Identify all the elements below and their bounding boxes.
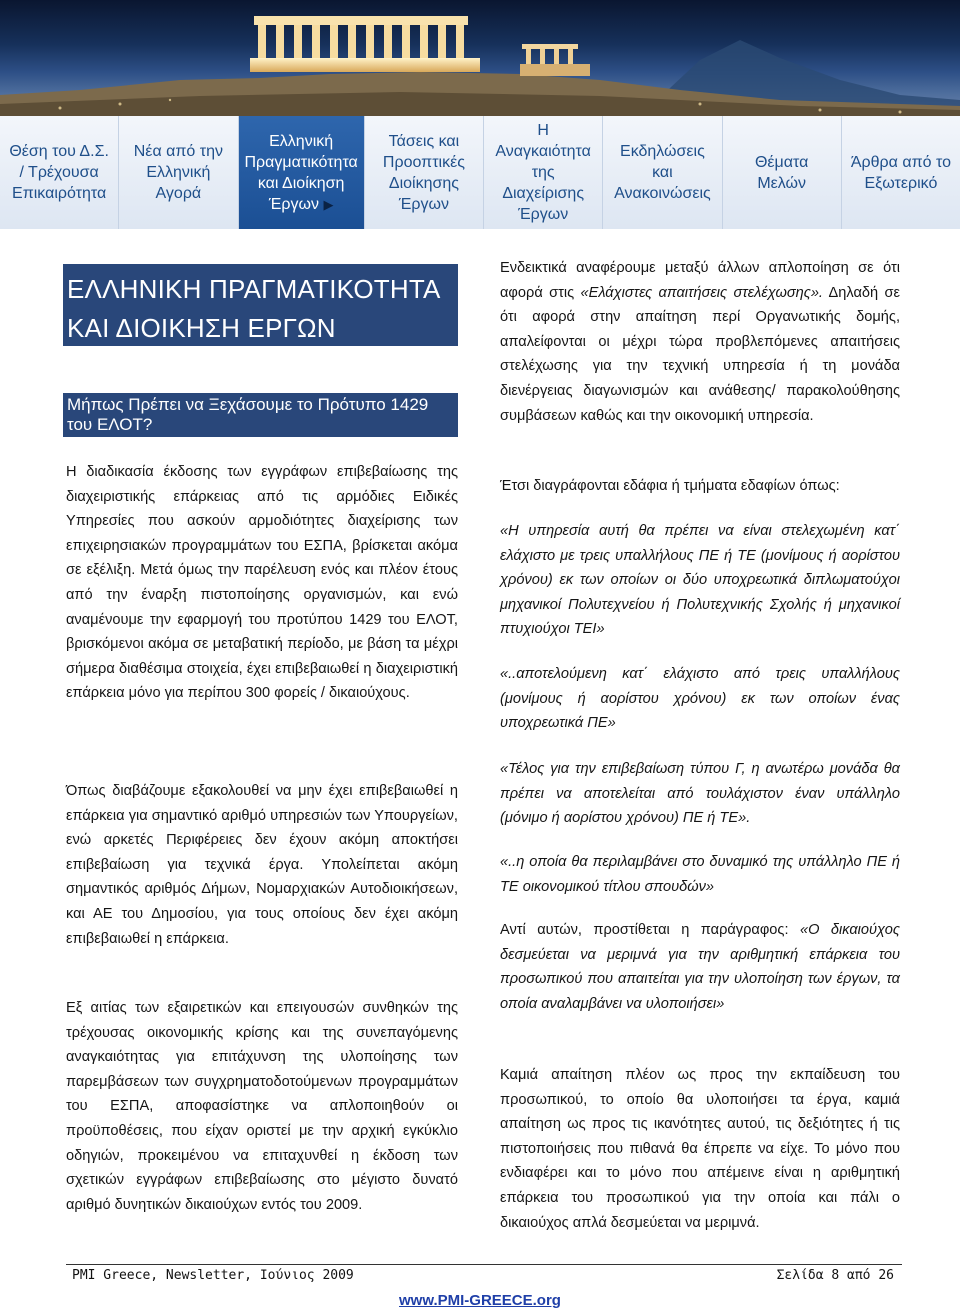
right-paragraph-1: Ενδεικτικά αναφέρουμε μεταξύ άλλων απλοποίηση σε ότι αφορά στις «Ελάχιστες απαιτήσεις στελέχωσης». Δηλαδή σε ότι αφορά στην απαίτηση περί Οργανωτικής δομής, απαλείφονται οι μέχρι τώρα προβλεπόμενες απαιτήσεις στελέχωσης για την τεχνική υπηρεσία ή τη μονάδα διενέργειας διαγωνισμών και ανάθεσης/ παρακολούθησης συμβάσεων καθώς και την οικονομική υπηρεσία.	[500, 260, 900, 424]
header-banner-image	[0, 0, 960, 116]
nav-item-trends[interactable]	[365, 116, 484, 229]
nav-item-label: Θέματα Μελών	[754, 153, 809, 192]
nav-item-label: Νέα από την Ελληνική Αγορά	[133, 143, 223, 202]
article-subtitle: Μήπως Πρέπει να Ξεχάσουμε το Πρότυπο 1429 του ΕΛΟΤ?	[63, 393, 458, 437]
section-title-line2: ΚΑΙ ΔΙΟΙΚΗΣΗ ΕΡΓΩΝ	[67, 313, 336, 343]
nav-item-greek-reality[interactable]	[239, 116, 365, 229]
footer-page-number: Σελίδα 8 από 26	[776, 1268, 894, 1283]
right-paragraph-3: Αντί αυτών, προστίθεται η παράγραφος: «Ο δικαιούχος δεσμεύεται να μεριμνά για την αριθμητική επάρκεια του προσωπικού που απαιτείται για την υλοποίηση των έργων, τα οποία αναλαμβάνει να υλοποιήσει»	[500, 922, 900, 1012]
nav-item-member-topics[interactable]	[723, 116, 842, 229]
nav-item-label: Η Αναγκαιότητα της Διαχείρισης Έργων	[495, 122, 591, 223]
left-paragraph-3: Εξ αιτίας των εξαιρετικών και επειγουσών συνθηκών της τρέχουσας οικονομικής κρίσης και της συνεπαγόμενης αναγκαιότητας για επιτάχυνση της υλοποίησης των παρεμβάσεων των συγχρηματοδοτούμενων προγραμμάτων του ΕΣΠΑ, αποφασίστηκε να απλοποιηθούν οι προϋποθέσεις, που είχαν οριστεί με την αρχική εγκύκλιο οδηγιών, προκειμένου να επιταχυνθεί η έκδοση των σχετικών εγγράφων επιβεβαίωσης στο μέγιστο δυνατό αριθμό δυνητικών δικαιούχων εντός του 2009.	[66, 1000, 458, 1213]
nav-item-events[interactable]	[603, 116, 722, 229]
nav-item-label: Εκδηλώσεις και Ανακοινώσεις	[614, 143, 711, 202]
section-title-line1: ΕΛΛΗΝΙΚΗ ΠΡΑΓΜΑΤΙΚΟΤΗΤΑ	[67, 274, 441, 304]
right-quote-4: «..η οποία θα περιλαμβάνει στο δυναμικό της υπάλληλο ΠΕ ή ΤΕ οικονομικού τίτλου σπουδών»	[500, 854, 900, 895]
nav-item-label: Άρθρα από το Εξωτερικό	[850, 153, 951, 192]
nav-item-label: Ελληνική Πραγματικότητα και Διοίκηση Έργων ▶	[244, 132, 358, 213]
left-paragraph-1: Η διαδικασία έκδοσης των εγγράφων επιβεβαίωσης της διαχειριστικής επάρκειας από τις αρμόδιες Ειδικές Υπηρεσίες που ασκούν αρμοδιότητες διαχείρισης των επιχειρησιακών προγραμμάτων του ΕΣΠΑ, βρίσκεται ακόμα σε εξέλιξη. Μετά όμως την παρέλευση ενός και πλέον έτους από την έναρξη πιστοποίησης οργανισμών, και ενώ αναμένουμε την εφαρμογή του προτύπου 1429 του ΕΛΟΤ, βρισκόμενοι ακόμα σε μεταβατική περίοδο, με βάση τα μέχρι σήμερα διαθέσιμα στοιχεία, έχει επιβεβαιωθεί η διαχειριστική επάρκεια μόνο για περίπου 300 φορείς / δικαιούχους.	[66, 464, 458, 702]
right-quote-2: «..αποτελούμενη κατ΄ ελάχιστο από τρεις υπαλλήλους (μονίμους ή αορίστου χρόνου) εκ των οποίων ένας υποχρεωτικά ΠΕ»	[500, 666, 900, 732]
nav-item-necessity[interactable]	[484, 116, 603, 229]
footer-website-link[interactable]: www.PMI-GREECE.org	[399, 1292, 561, 1309]
right-paragraph-4: Καμιά απαίτηση πλέον ως προς την εκπαίδευση του προσωπικού, το οποίο θα υλοποιήσει τα έργα, καμιά απαίτηση ως προς τις ικανότητες αυτού, τις δεξιότητες ή τις πιστοποιήσεις που πιθανά θα έπρεπε να είχε. Το μόνο που ενδιαφέρει και το μόνο που απέμεινε είναι η αριθμητική επάρκεια του προσωπικού για την οποία και πάλι ο δικαιούχος απλά δεσμεύεται να μεριμνά.	[500, 1067, 900, 1231]
footer-newsletter: PMI Greece, Newsletter, Ιούνιος 2009	[72, 1268, 354, 1283]
footer-divider	[66, 1264, 902, 1265]
nav-item-label: Τάσεις και Προοπτικές Διοίκησης Έργων	[382, 132, 465, 213]
triangle-right-icon: ▶	[323, 196, 334, 212]
nav-item-greek-market[interactable]	[119, 116, 238, 229]
section-title	[63, 264, 458, 346]
right-paragraph-2: Έτσι διαγράφονται εδάφια ή τμήματα εδαφίων όπως:	[500, 478, 840, 494]
nav-item-foreign-articles[interactable]	[842, 116, 960, 229]
acropolis-photo	[0, 0, 960, 116]
right-quote-3: «Τέλος για την επιβεβαίωση τύπου Γ, η ανωτέρω μονάδα θα πρέπει να αποτελείται από τουλάχιστον έναν υπάλληλο (μόνιμο ή αορίστου χρόνου) ΠΕ ή ΤΕ».	[500, 761, 900, 827]
left-paragraph-2: Όπως διαβάζουμε εξακολουθεί να μην έχει επιβεβαιωθεί η επάρκεια για σημαντικό αριθμό υπηρεσιών των Υπουργείων, ενώ αρκετές Περιφέρειες δεν έχουν ακόμη αποκτήσει επιβεβαίωση για τεχνικά έργα. Υπολείπεται ακόμη σημαντικός αριθμός Δήμων, Νομαρχιακών Αυτοδιοικήσεων, και ΑΕ του Δημοσίου, για τους οποίους δεν έχει ακόμη επιβεβαιωθεί η επάρκεια.	[66, 783, 458, 947]
right-quote-1: «Η υπηρεσία αυτή θα πρέπει να είναι στελεχωμένη κατ΄ ελάχιστο με τρεις υπαλλήλους ΠΕ ή ΤΕ (μονίμους ή αορίστου χρόνου) εκ των οποίων οι δύο υποχρεωτικά διπλωματούχοι μηχανικοί Πολυτεχνείου ή Πολυτεχνικής Σχολής ή μηχανικοί πτυχιούχοι ΤΕΙ»	[500, 523, 900, 638]
nav-item-board-position[interactable]	[0, 116, 119, 229]
nav-item-label: Θέση του Δ.Σ. / Τρέχουσα Επικαιρότητα	[9, 143, 109, 202]
section-nav	[0, 116, 960, 229]
